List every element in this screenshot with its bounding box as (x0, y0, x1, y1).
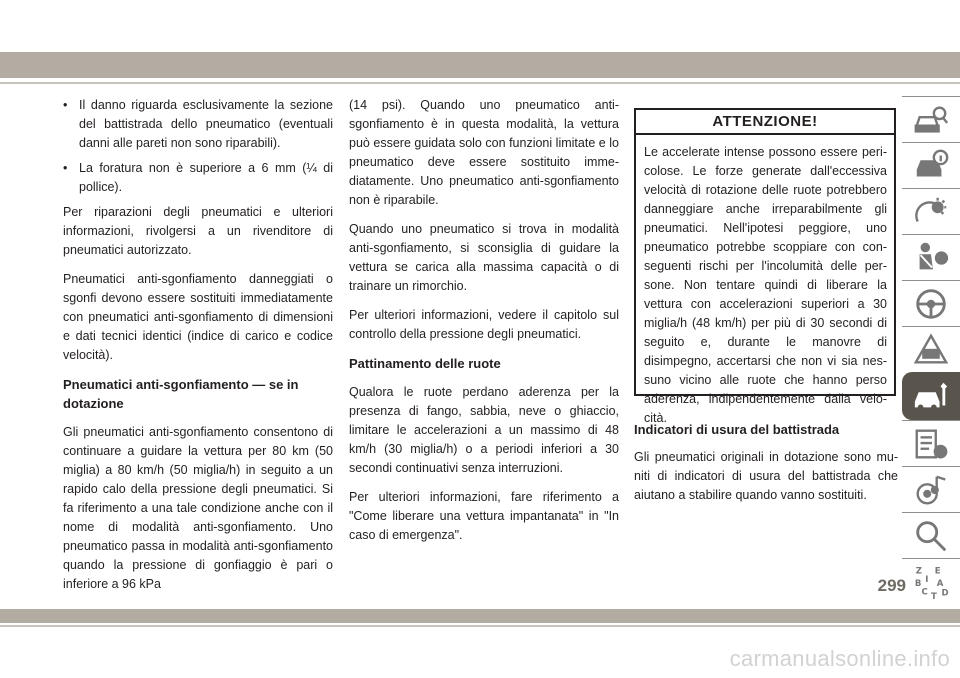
column-right (634, 420, 898, 505)
footer-rule (0, 625, 960, 627)
list-item (63, 159, 333, 197)
warning-text: Le accelerate intense possono essere pericolose. Le forze generate dall'eccessiva velocità di rotazione delle ruote potrebbero danneggiare anche irreparabilmente gli pneumatici. Nell'ipotesi peggiore, uno pneumatico potrebbe scoppiare con conseguenti rischi per l'incolumità delle persone. Non tentare quindi di liberare la vettura con accelerazioni superiori a 30 miglia/h (48 km/h) per più di 30 secondi di seguito e, durante le manovre di disimpegno, accertarsi che non vi sia nessuno vicino alle ruote che hanno perso aderenza, indipendentemente dalla velocità. (644, 145, 887, 425)
list-item (63, 96, 333, 153)
header-rule (0, 82, 960, 84)
column-middle (349, 96, 619, 555)
list-item-text: La foratura non è superiore a 6 mm (¼ di pollice). (79, 161, 333, 194)
column-left (63, 96, 333, 604)
paragraph: Pneumatici anti-sgonfiamento danneggiati o sgonfi devono essere sostituiti immediatamente con pneumatici anti-sgonfiamento di dimensioni e dati tecnici identici (indice di carico e codice velocità). (63, 272, 333, 362)
svg-text:T: T (931, 591, 937, 601)
warning-title: ATTENZIONE! (636, 110, 894, 135)
dashboard-warning-icon[interactable] (902, 188, 960, 234)
warning-triangle-icon[interactable] (902, 326, 960, 372)
list-item-text: Il danno riguarda esclusivamente la sezione del battistrada dello pneumatico (eventuali danni alle pareti non sono riparabili). (79, 98, 333, 150)
paragraph: Per ulteriori informazioni, fare riferimento a "Come liberare una vettura impantanata" in "In caso di emergenza". (349, 490, 619, 542)
car-magnifier-icon[interactable] (902, 96, 960, 142)
paragraph: Per riparazioni degli pneumatici e ulteriori informazioni, rivolgersi a un rivenditore di pneumatici autorizzato. (63, 205, 333, 257)
svg-text:Z: Z (915, 565, 923, 576)
page-number: 299 (877, 576, 906, 595)
steering-wheel-icon[interactable] (902, 280, 960, 326)
paragraph: (14 psi). Quando uno pneumatico anti-sgonfiamento è in questa modalità, la vettura può essere guidata solo con funzioni limitate e lo pneumatico deve essere sostituito immediatamente. Uno pneumatico anti-sgonfiamento non è riparabile. (349, 98, 619, 207)
car-wrench-icon[interactable] (902, 372, 960, 420)
alphabetical-index-icon[interactable] (902, 558, 960, 604)
specifications-gear-icon[interactable] (902, 420, 960, 466)
header-band (0, 52, 960, 78)
svg-text:E: E (934, 565, 941, 576)
paragraph: Per ulteriori informazioni, vedere il capitolo sul controllo della pressione degli pneumatici. (349, 308, 619, 341)
seatbelt-airbag-icon[interactable] (902, 234, 960, 280)
footer-band (0, 609, 960, 623)
section-heading: Pneumatici anti-sgonfiamento — se in dotazione (63, 377, 299, 411)
multimedia-icon[interactable] (902, 466, 960, 512)
svg-text:D: D (941, 587, 949, 598)
svg-text:B: B (914, 578, 922, 589)
svg-text:C: C (921, 586, 928, 597)
section-heading: Indicatori di usura del battistrada (634, 422, 840, 437)
car-info-icon[interactable] (902, 142, 960, 188)
bullet-dot: • (63, 161, 68, 175)
warning-box (634, 108, 896, 425)
svg-text:I: I (925, 574, 929, 585)
bullet-dot: • (63, 98, 68, 112)
section-heading: Pattinamento delle ruote (349, 356, 501, 371)
index-search-icon[interactable] (902, 512, 960, 558)
paragraph: Quando uno pneumatico si trova in modalità anti-sgonfiamento, si sconsiglia di guidare la vettura se carica alla massima capacità o di trainare un rimorchio. (349, 222, 619, 293)
paragraph: Gli pneumatici originali in dotazione sono muniti di indicatori di usura del battistrada che aiutano a stabilire quando vanno sostituiti. (634, 450, 898, 502)
paragraph: Gli pneumatici anti-sgonfiamento consentono di continuare a guidare la vettura per 80 km (50 miglia) a 80 km/h (50 miglia/h) in seguito a un rapido calo della pressione degli pneumatici. Si fa riferimento a una tale condizione anche con il nome di modalità anti-sgonfiamento. Uno pneumatico passa in modalità anti-sgonfiamento quando la pressione di gonfiaggio è pari o inferiore a 96 kPa (63, 425, 333, 591)
paragraph: Qualora le ruote perdano aderenza per la presenza di fango, sabbia, neve o ghiaccio, limitare le accelerazioni a un massimo di 48 km/h (30 miglia/h) o a periodi inferiori a 30 secondi continuativi senza interruzioni. (349, 385, 619, 475)
svg-text:A: A (936, 578, 944, 589)
watermark: carmanualsonline.info (729, 646, 950, 671)
